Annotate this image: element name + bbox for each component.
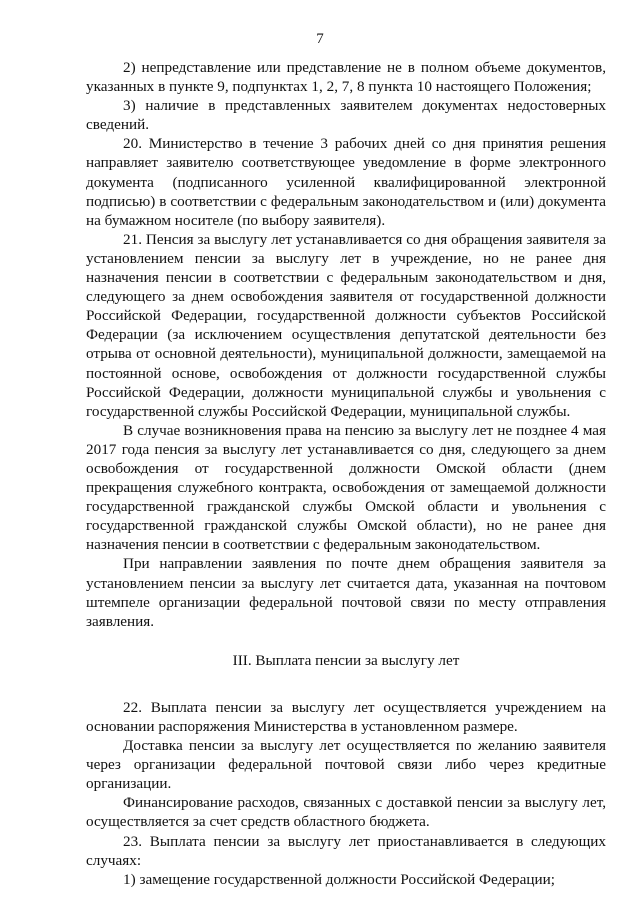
document-body [86,58,606,889]
paragraph-clause-22-financing: Финансирование расходов, связанных с доставкой пенсии за выслугу лет, осуществляется за счет средств областного бюджета. [86,794,606,831]
paragraph-clause-21: 21. Пенсия за выслугу лет устанавливается со дня обращения заявителя за установлением пенсии за выслугу лет в учреждение, но не ранее дня назначения пенсии в соответствии с федеральным законодательством и дня, следующего за днем освобождения заявителя от государственной должности Российской Федерации, государственной должности субъектов Российской Федерации (за исключением осуществления депутатской деятельности без отрыва от основной деятельности), муниципальной должности, замещаемой на постоянной основе, освобождения от должности государственной службы Российской Федерации, должности муниципальной службы и увольнения с государственной службы Российской Федерации, муниципальной службы. [86,230,606,420]
paragraph-clause-21-case: В случае возникновения права на пенсию за выслугу лет не позднее 4 мая 2017 года пенсия за выслугу лет устанавливается со дня, следующего за днем освобождения от государственной должности Омской области (днем прекращения служебного контракта, освобождения от замещаемой должности государственной гражданской службы Омской области и увольнения с государственной гражданской службы Омской области), но не ранее дня назначения пенсии в соответствии с федеральным законодательством. [86,421,606,554]
paragraph-item-2-nonsubmission: 2) непредставление или представление не в полном объеме документов, указанных в пункте 9, подпунктах 1, 2, 7, 8 пункта 10 настоящего Положения; [86,59,606,96]
paragraph-clause-20: 20. Министерство в течение 3 рабочих дней со дня принятия решения направляет заявителю соответствующее уведомление в форме электронного документа (подписанного усиленной квалифицированной электронной подписью) в соответствии с федеральным законодательством и (или) документа на бумажном носителе (по выбору заявителя). [86,135,606,229]
paragraph-clause-23: 23. Выплата пенсии за выслугу лет приостанавливается в следующих случаях: [86,832,606,869]
page-number: 7 [316,31,324,47]
paragraph-clause-23-item-1: 1) замещение государственной должности Российской Федерации; [123,870,555,888]
paragraph-clause-21-mail: При направлении заявления по почте днем обращения заявителя за установлением пенсии за выслугу лет считается дата, указанная на почтовом штемпеле организации федеральной почтовой связи по месту отправления заявления. [86,555,606,630]
paragraph-clause-22: 22. Выплата пенсии за выслугу лет осуществляется учреждением на основании распоряжения Министерства в установленном размере. [86,698,606,735]
paragraph-item-3-false-info: 3) наличие в представленных заявителем документах недостоверных сведений. [86,97,606,134]
section-heading: III. Выплата пенсии за выслугу лет [232,651,460,669]
paragraph-clause-22-delivery: Доставка пенсии за выслугу лет осуществляется по желанию заявителя через организации федеральной почтовой связи либо через кредитные организации. [86,737,606,793]
